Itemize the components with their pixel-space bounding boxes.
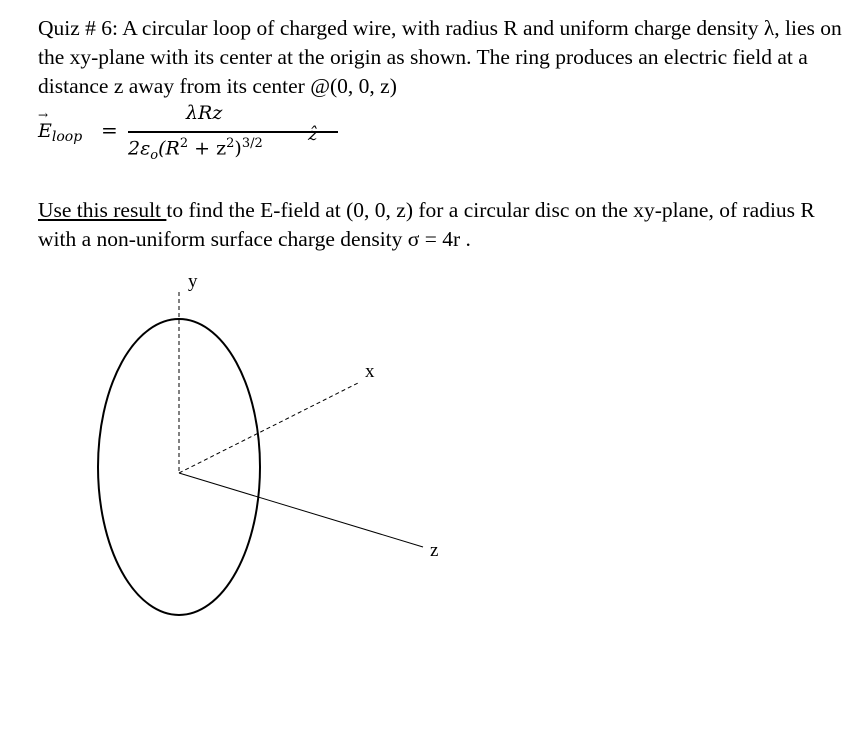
denominator-plus: + z [188,137,227,160]
denominator-close: ) [234,137,242,160]
e-vector-symbol: → E [38,120,52,142]
quiz-intro-text: Quiz # 6: A circular loop of charged wire, with radius R and uniform charge density λ, lies on the xy-plane with its center at the origin as shown. The ring produces an electric field at a distance z away from its center @(0, 0, z) [38,16,842,98]
y-axis-label: y [188,271,198,292]
z-axis [179,473,423,547]
task-underlined-phrase: Use this result [38,198,167,222]
equation-numerator: λRz [186,102,223,124]
e-loop-subscript: loop [51,129,83,145]
outer-exponent: 3/2 [241,136,263,151]
x-axis-label: x [365,361,375,382]
denominator-paren: (R [158,137,180,160]
denominator-prefix: 2ε [128,137,151,160]
epsilon-subscript: o [150,148,159,164]
r-exponent: 2 [179,136,189,151]
z-exponent: 2 [226,136,235,151]
task-remainder: to find the E-field at (0, 0, z) for a circular disc on the xy-plane, of radius R with a non-uniform surface charge density σ = 4r . [38,198,815,251]
equation-equals-sign: = [101,118,118,142]
z-unit-vector: ẑ [308,124,318,145]
z-axis-label: z [430,540,439,561]
x-axis [179,383,358,473]
